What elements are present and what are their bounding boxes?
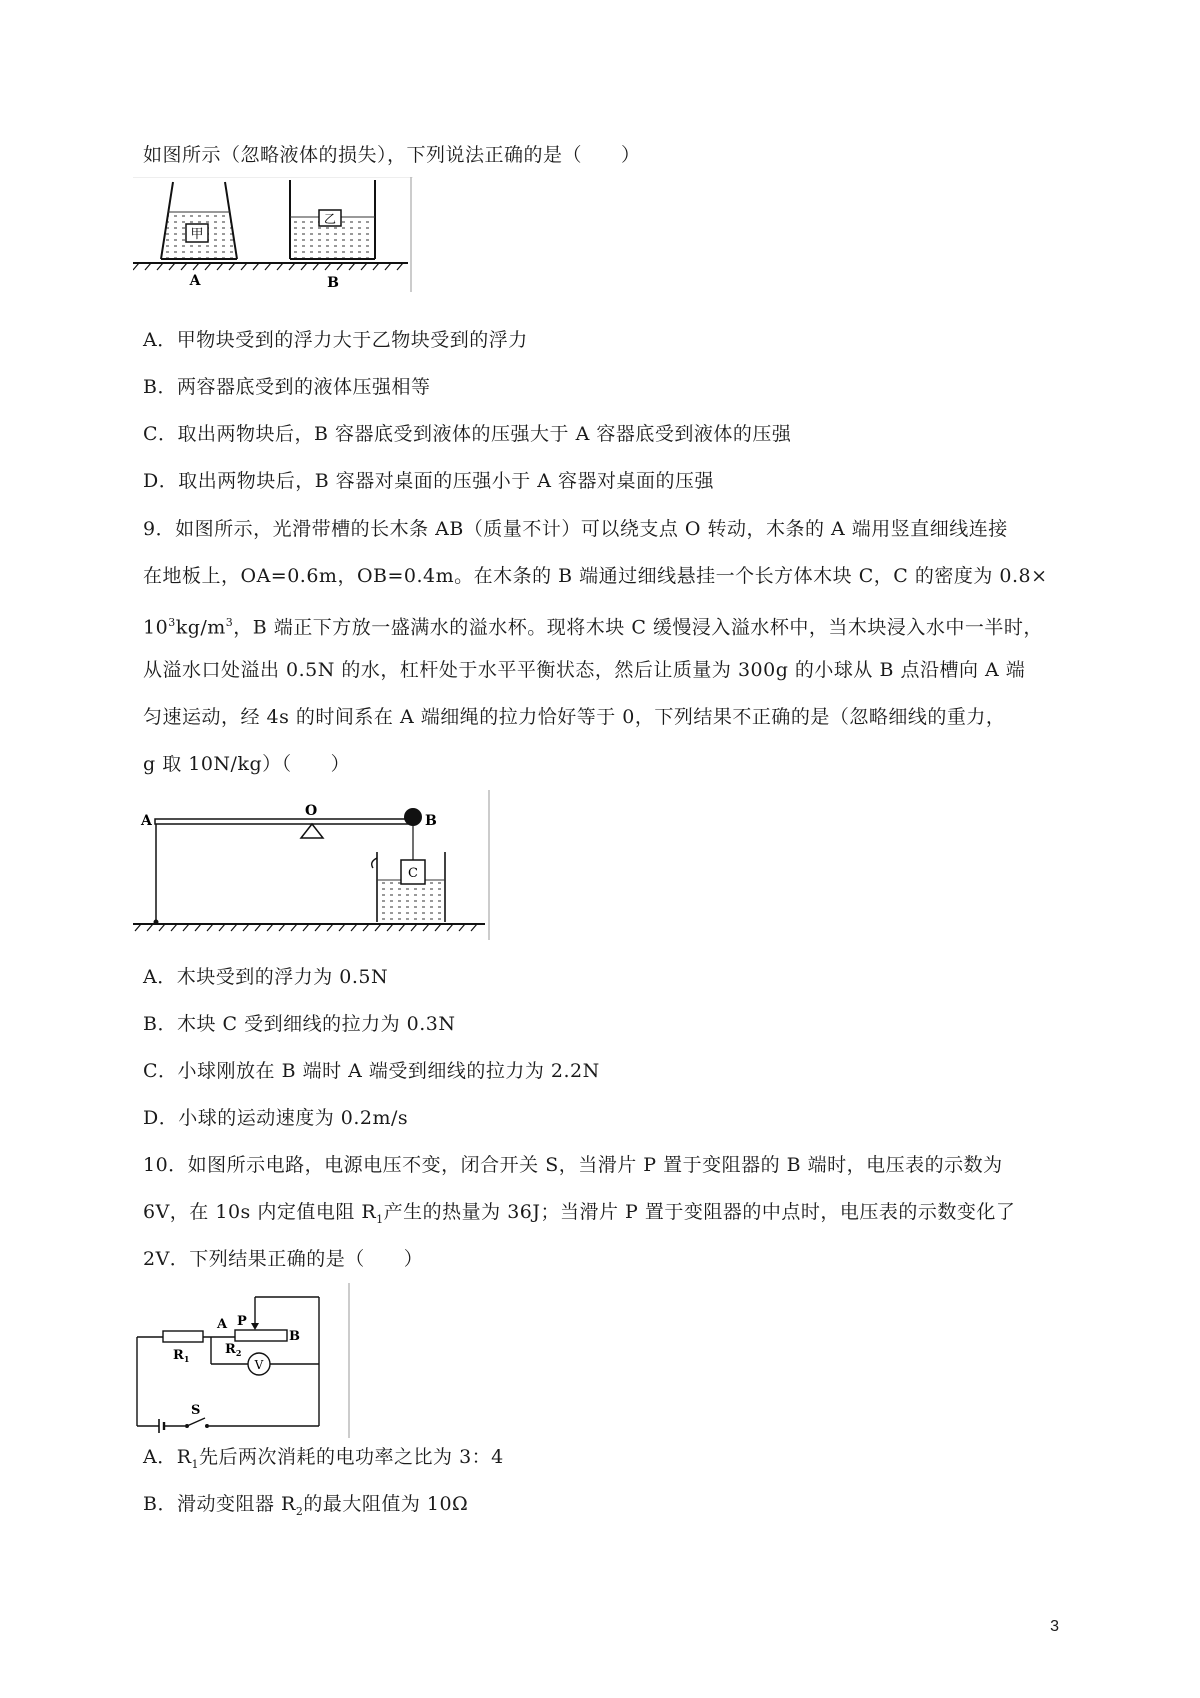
- node-b-label: B: [289, 1329, 300, 1344]
- q9-line3-part-b: kg/m: [175, 616, 226, 639]
- q9-line3-part-a: 10: [143, 616, 169, 639]
- lever-b-label: B: [425, 813, 437, 829]
- q9-line-1: 9．如图所示，光滑带槽的长木条 AB（质量不计）可以绕支点 O 转动，木条的 A 端用竖直细线连接: [143, 518, 1008, 540]
- q10-option-b: [143, 1492, 468, 1524]
- q9-line-6: g 取 10N/kg）（ ）: [143, 753, 351, 775]
- q10-line-1: 10．如图所示电路，电源电压不变，闭合开关 S，当滑片 P 置于变阻器的 B 端时，电压表的示数为: [143, 1154, 1003, 1176]
- q10-line2-part-a: 6V，在 10s 内定值电阻 R: [143, 1201, 377, 1223]
- container-b-label: B: [327, 275, 339, 291]
- q9-option-a: A．木块受到的浮力为 0.5N: [143, 966, 389, 988]
- container-a-label: A: [189, 273, 201, 289]
- block-yi-label: 乙: [323, 212, 337, 226]
- q8-option-a: A．甲物块受到的浮力大于乙物块受到的浮力: [143, 329, 528, 351]
- q10-option-a: [143, 1445, 504, 1477]
- q9-option-b: B．木块 C 受到细线的拉力为 0.3N: [143, 1013, 456, 1035]
- q10-option-a-sub: 1: [191, 1457, 200, 1471]
- q9-line3-sup-2: 3: [225, 616, 234, 629]
- q8-stem: 如图所示（忽略液体的损失），下列说法正确的是（ ）: [143, 144, 641, 166]
- slider-p-label: P: [237, 1314, 247, 1329]
- q10-line-3: 2V．下列结果正确的是（ ）: [143, 1248, 424, 1270]
- q9-line3-sup-1: 3: [168, 616, 176, 629]
- q10-option-b-part-b: 的最大阻值为 10Ω: [303, 1493, 469, 1515]
- q10-option-a-part-b: 先后两次消耗的电功率之比为 3：4: [199, 1446, 504, 1468]
- q10-option-a-part-a: A．R: [143, 1446, 192, 1468]
- q10-line-2: [143, 1200, 1015, 1232]
- containers-diagram: [133, 177, 413, 292]
- q10-option-b-sub: 2: [295, 1504, 304, 1518]
- q9-option-d: D．小球的运动速度为 0.2m/s: [143, 1107, 409, 1129]
- q9-option-c: C．小球刚放在 B 端时 A 端受到细线的拉力为 2.2N: [143, 1060, 600, 1082]
- lever-diagram: [133, 790, 491, 940]
- circuit-diagram: [133, 1283, 351, 1438]
- lever-a-label: A: [141, 813, 152, 829]
- q10-option-b-part-a: B．滑动变阻器 R: [143, 1493, 296, 1515]
- q9-figure-lever: [133, 790, 491, 940]
- q8-figure-containers: [133, 177, 413, 292]
- q9-line-4: 从溢水口处溢出 0.5N 的水，杠杆处于水平平衡状态，然后让质量为 300g 的小球从 B 点沿槽向 A 端: [143, 659, 1026, 681]
- r2-label: $R_2$: [225, 1342, 242, 1358]
- q10-line2-part-b: 产生的热量为 36J；当滑片 P 置于变阻器的中点时，电压表的示数变化了: [383, 1201, 1016, 1223]
- q9-line-3: [143, 611, 1043, 639]
- node-a-label: A: [217, 1317, 228, 1332]
- switch-s-label: S: [191, 1403, 201, 1418]
- q10-figure-circuit: [133, 1283, 351, 1438]
- r1-label: $R_1$: [173, 1348, 190, 1364]
- block-jia-label: 甲: [190, 227, 204, 242]
- q8-option-b: B．两容器底受到的液体压强相等: [143, 376, 431, 398]
- q9-line-2: 在地板上，OA=0.6m，OB=0.4m。在木条的 B 端通过细线悬挂一个长方体木块 C，C 的密度为 0.8×: [143, 565, 1048, 587]
- voltmeter-v-label: V: [254, 1358, 264, 1372]
- q9-line-5: 匀速运动，经 4s 的时间系在 A 端细绳的拉力恰好等于 0，下列结果不正确的是（忽略细线的重力，: [143, 706, 1006, 728]
- block-c-label: C: [408, 866, 418, 881]
- page-number: 3: [1050, 1618, 1059, 1635]
- q9-line3-part-c: ，B 端正下方放一盛满水的溢水杯。现将木块 C 缓慢浸入溢水杯中，当木块浸入水中一半时，: [233, 616, 1043, 639]
- lever-o-label: O: [305, 803, 318, 819]
- q8-option-d: D．取出两物块后，B 容器对桌面的压强小于 A 容器对桌面的压强: [143, 470, 715, 492]
- q10-line2-sub: 1: [376, 1212, 384, 1226]
- q8-option-c: C．取出两物块后，B 容器底受到液体的压强大于 A 容器底受到液体的压强: [143, 423, 792, 445]
